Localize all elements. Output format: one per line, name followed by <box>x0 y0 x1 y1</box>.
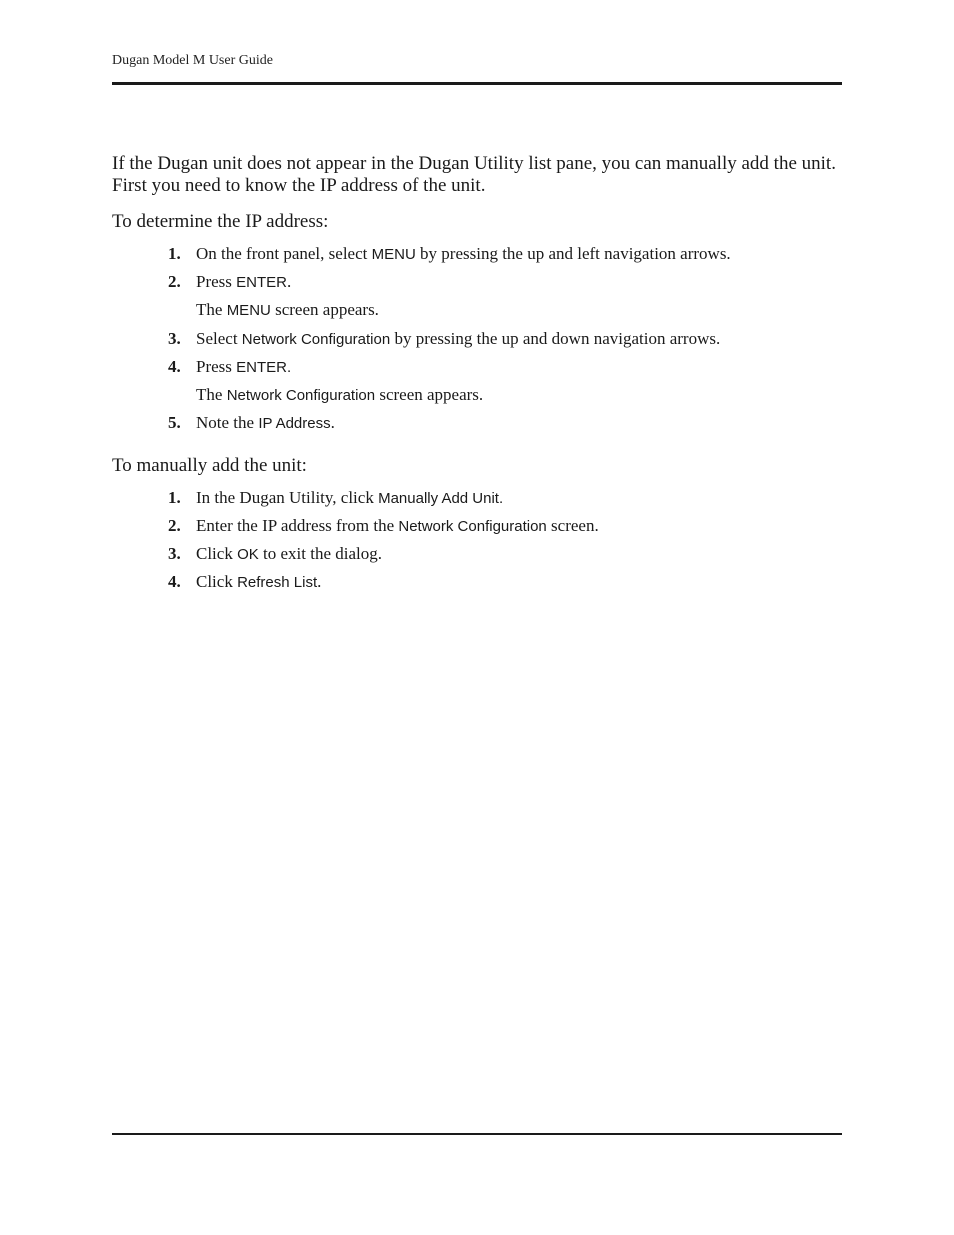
step-number: 4. <box>168 572 181 591</box>
step-text <box>196 244 731 265</box>
ui-term: IP Address <box>258 415 331 432</box>
ui-term: Network Configuration <box>398 518 547 535</box>
footer-rule <box>112 1133 842 1135</box>
step-text <box>196 357 291 378</box>
step-text <box>196 544 382 565</box>
step-pre: On the front panel, select <box>196 244 372 263</box>
ui-term: MENU <box>226 302 271 319</box>
ui-term: MENU <box>371 246 416 263</box>
step-text <box>196 516 599 537</box>
step-pre: Press <box>196 357 237 376</box>
step-post: by pressing the up and left navigation arrows. <box>415 244 731 263</box>
step-pre: Enter the IP address from the <box>196 516 399 535</box>
step-post: to exit the dialog. <box>258 544 383 563</box>
step-pre: In the Dugan Utility, click <box>196 488 379 507</box>
running-header: Dugan Model M User Guide <box>112 53 273 68</box>
step-pre: The <box>196 385 227 404</box>
step-post: by pressing the up and down navigation arrows. <box>390 329 721 348</box>
step-text <box>196 488 503 509</box>
step-post: screen appears. <box>270 300 379 319</box>
step-text <box>196 413 335 434</box>
ui-term: Refresh List <box>237 574 318 591</box>
header-rule <box>112 82 842 85</box>
step-pre: The <box>196 300 227 319</box>
ui-term: ENTER <box>236 274 287 291</box>
step-pre: Press <box>196 272 237 291</box>
step-number: 3. <box>168 329 181 348</box>
intro-paragraph: If the Dugan unit does not appear in the Dugan Utility list pane, you can manually add the unit. First you need to know the IP address of the unit. <box>112 153 836 196</box>
step-number: 3. <box>168 544 181 563</box>
ui-term: ENTER. <box>236 359 292 376</box>
ui-term: Manually Add Unit. <box>378 490 504 507</box>
ui-term: Network Configuration <box>241 331 391 348</box>
step-text <box>196 329 720 350</box>
step-number: 2. <box>168 516 181 535</box>
step-number: 5. <box>168 413 181 432</box>
step-pre: Note the <box>196 413 259 432</box>
step-pre: Select <box>196 329 242 348</box>
step-post: . <box>287 272 292 291</box>
step-pre: Click <box>196 572 238 591</box>
manual-add-heading: To manually add the unit: <box>112 455 307 476</box>
step-post: . <box>330 413 335 432</box>
step-number: 4. <box>168 357 181 376</box>
step-text <box>196 572 321 593</box>
step-text <box>196 385 483 406</box>
step-post: . <box>317 572 322 591</box>
ui-term: Network Configuration <box>226 387 376 404</box>
step-text <box>196 300 379 321</box>
step-number: 2. <box>168 272 181 291</box>
determine-ip-heading: To determine the IP address: <box>112 211 329 232</box>
step-text <box>196 272 291 293</box>
step-post: screen appears. <box>375 385 484 404</box>
ui-term: OK <box>237 546 259 563</box>
step-number: 1. <box>168 488 181 507</box>
step-pre: Click <box>196 544 238 563</box>
step-number: 1. <box>168 244 181 263</box>
step-post: screen. <box>546 516 599 535</box>
